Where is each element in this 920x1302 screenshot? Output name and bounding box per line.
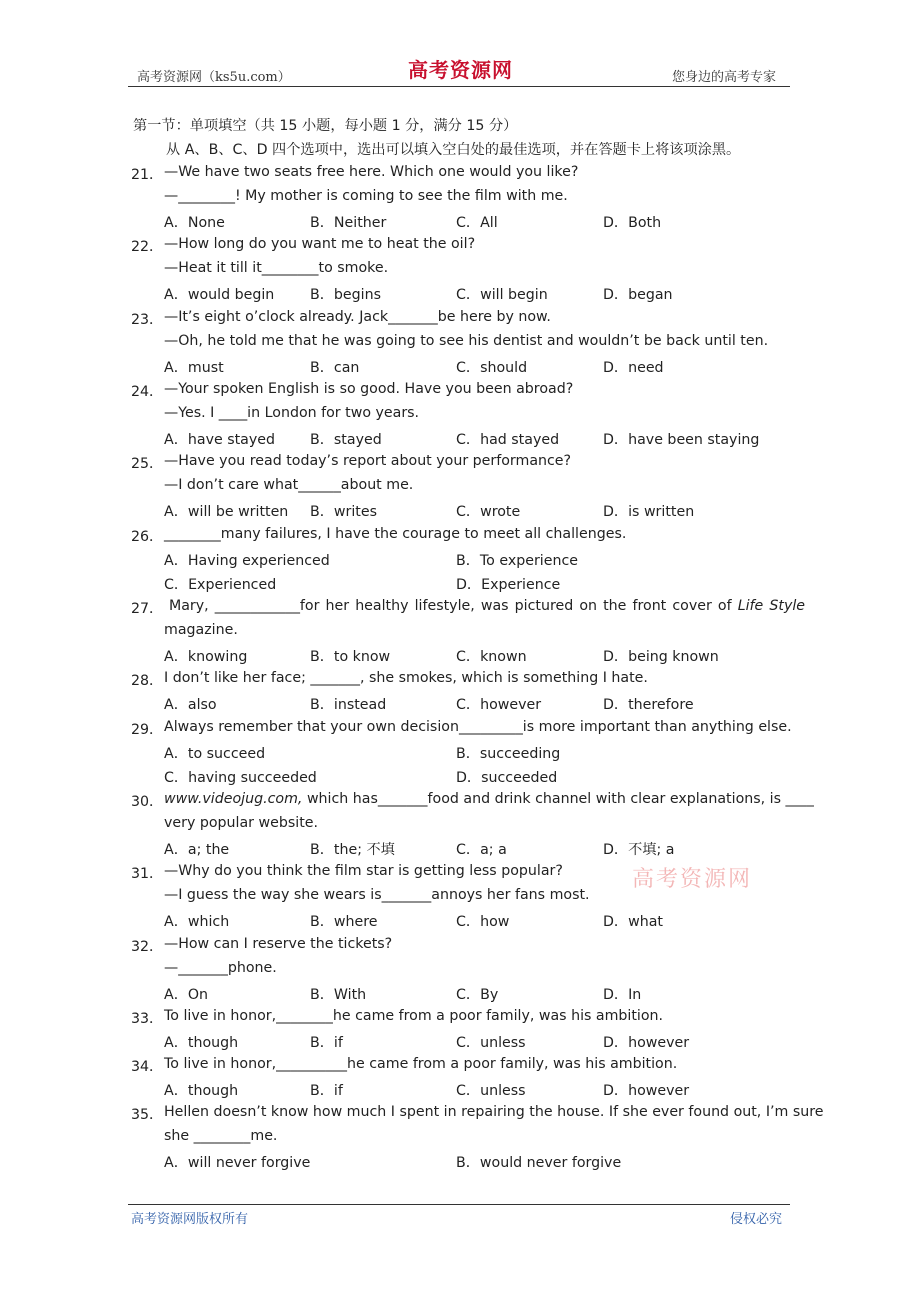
question-line: —________! My mother is coming to see the film with me. bbox=[164, 188, 568, 204]
option-d[interactable]: D．however bbox=[603, 1035, 690, 1051]
option-c[interactable]: C．known bbox=[456, 649, 527, 665]
option-b[interactable]: B．instead bbox=[310, 697, 387, 713]
question-line bbox=[169, 598, 805, 614]
option-d[interactable]: D．what bbox=[603, 914, 663, 930]
header-logo: 高考资源网 bbox=[408, 58, 513, 82]
section-instruction: 从 A、B、C、D 四个选项中，选出可以填入空白处的最佳选项，并在答题卡上将该项涂黑。 bbox=[166, 142, 741, 158]
question-line: ________many failures, I have the courage to meet all challenges. bbox=[164, 526, 627, 542]
option-a[interactable]: A．a; the bbox=[164, 842, 230, 858]
section-title: 第一节：单项填空（共 15 小题，每小题 1 分，满分 15 分） bbox=[133, 118, 518, 134]
option-b[interactable]: B．succeeding bbox=[456, 746, 561, 762]
header-rule bbox=[128, 86, 790, 87]
question-line: I don’t like her face; _______, she smokes, which is something I hate. bbox=[164, 670, 648, 686]
option-b[interactable]: B．stayed bbox=[310, 432, 382, 448]
question-number: 26． bbox=[131, 529, 164, 545]
option-d[interactable]: D．不填; a bbox=[603, 842, 675, 858]
question-number: 25． bbox=[131, 456, 164, 472]
question-line: —Have you read today’s report about your performance? bbox=[164, 453, 572, 469]
question-line-text: Mary, ____________for her healthy lifestyle, was pictured on the front cover of bbox=[169, 598, 732, 614]
option-a[interactable]: A．also bbox=[164, 697, 217, 713]
question-number: 23． bbox=[131, 312, 164, 328]
option-b[interactable]: B．the; 不填 bbox=[310, 842, 395, 858]
option-d[interactable]: D．however bbox=[603, 1083, 690, 1099]
question-number: 34． bbox=[131, 1059, 164, 1075]
header-slogan: 您身边的高考专家 bbox=[672, 70, 777, 85]
question-line: —Heat it till it________to smoke. bbox=[164, 260, 389, 276]
option-b[interactable]: B．if bbox=[310, 1083, 343, 1099]
question-line: —It’s eight o’clock already. Jack_______be here by now. bbox=[164, 309, 551, 325]
option-a[interactable]: A．must bbox=[164, 360, 224, 376]
option-a[interactable]: A．which bbox=[164, 914, 230, 930]
question-line: —How can I reserve the tickets? bbox=[164, 936, 393, 952]
option-a[interactable]: A．though bbox=[164, 1083, 239, 1099]
option-a[interactable]: A．On bbox=[164, 987, 209, 1003]
question-line: To live in honor,________he came from a poor family, was his ambition. bbox=[164, 1008, 664, 1024]
option-b[interactable]: B．if bbox=[310, 1035, 343, 1051]
option-a[interactable]: A．will never forgive bbox=[164, 1155, 311, 1171]
question-line: —How long do you want me to heat the oil? bbox=[164, 236, 476, 252]
option-c[interactable]: C．however bbox=[456, 697, 542, 713]
question-number: 35． bbox=[131, 1107, 164, 1123]
question-line: —Why do you think the film star is getting less popular? bbox=[164, 863, 563, 879]
question-line: —Yes. I ____in London for two years. bbox=[164, 405, 420, 421]
option-d[interactable]: D．In bbox=[603, 987, 642, 1003]
question-line: —Oh, he told me that he was going to see his dentist and wouldn’t be back until ten. bbox=[164, 333, 769, 349]
option-d[interactable]: D．need bbox=[603, 360, 664, 376]
option-c[interactable]: C．By bbox=[456, 987, 499, 1003]
option-a[interactable]: A．Having experienced bbox=[164, 553, 330, 569]
option-a[interactable]: A．have stayed bbox=[164, 432, 275, 448]
question-number: 32． bbox=[131, 939, 164, 955]
question-line-text: which has_______food and drink channel with clear explanations, is ____ bbox=[302, 791, 814, 807]
question-number: 31． bbox=[131, 866, 164, 882]
option-b[interactable]: B．begins bbox=[310, 287, 381, 303]
option-a[interactable]: A．would begin bbox=[164, 287, 275, 303]
question-number: 22． bbox=[131, 239, 164, 255]
option-c[interactable]: C．having succeeded bbox=[164, 770, 317, 786]
option-c[interactable]: C．should bbox=[456, 360, 528, 376]
footer-notice: 侵权必究 bbox=[730, 1212, 783, 1227]
question-line: —We have two seats free here. Which one would you like? bbox=[164, 164, 579, 180]
question-line: magazine. bbox=[164, 622, 238, 638]
question-number: 27． bbox=[131, 601, 164, 617]
option-b[interactable]: B．To experience bbox=[456, 553, 578, 569]
option-d[interactable]: D．have been staying bbox=[603, 432, 760, 448]
website-url: www.videojug.com, bbox=[164, 791, 303, 807]
option-d[interactable]: D．Both bbox=[603, 215, 662, 231]
question-number: 33． bbox=[131, 1011, 164, 1027]
option-b[interactable]: B．With bbox=[310, 987, 367, 1003]
option-c[interactable]: C．will begin bbox=[456, 287, 548, 303]
option-d[interactable]: D．therefore bbox=[603, 697, 694, 713]
magazine-title: Life Style bbox=[737, 598, 806, 614]
option-b[interactable]: B．would never forgive bbox=[456, 1155, 622, 1171]
option-d[interactable]: D．Experience bbox=[456, 577, 561, 593]
question-number: 28． bbox=[131, 673, 164, 689]
option-c[interactable]: C．All bbox=[456, 215, 498, 231]
option-a[interactable]: A．None bbox=[164, 215, 225, 231]
option-d[interactable]: D．began bbox=[603, 287, 673, 303]
option-d[interactable]: D．is written bbox=[603, 504, 695, 520]
option-b[interactable]: B．to know bbox=[310, 649, 391, 665]
question-line: she ________me. bbox=[164, 1128, 278, 1144]
question-number: 24． bbox=[131, 384, 164, 400]
watermark-logo: 高考资源网 bbox=[632, 867, 753, 892]
question-line: Always remember that your own decision_________is more important than anything else. bbox=[164, 719, 792, 735]
option-d[interactable]: D．succeeded bbox=[456, 770, 558, 786]
question-line: —I don’t care what______about me. bbox=[164, 477, 414, 493]
option-a[interactable]: A．will be written bbox=[164, 504, 289, 520]
question-line: —Your spoken English is so good. Have you been abroad? bbox=[164, 381, 574, 397]
question-line: very popular website. bbox=[164, 815, 318, 831]
option-d[interactable]: D．being known bbox=[603, 649, 719, 665]
option-c[interactable]: C．unless bbox=[456, 1035, 526, 1051]
question-number: 21． bbox=[131, 167, 164, 183]
question-number: 29． bbox=[131, 722, 164, 738]
footer-rule bbox=[128, 1204, 790, 1205]
question-line: —_______phone. bbox=[164, 960, 277, 976]
question-line: Hellen doesn’t know how much I spent in repairing the house. If she ever found out, I’m sure bbox=[164, 1104, 824, 1120]
option-a[interactable]: A．to succeed bbox=[164, 746, 266, 762]
option-b[interactable]: B．Neither bbox=[310, 215, 387, 231]
footer-copyright: 高考资源网版权所有 bbox=[131, 1212, 249, 1227]
option-a[interactable]: A．though bbox=[164, 1035, 239, 1051]
option-c[interactable]: C．had stayed bbox=[456, 432, 560, 448]
option-c[interactable]: C．how bbox=[456, 914, 510, 930]
option-c[interactable]: C．unless bbox=[456, 1083, 526, 1099]
question-number: 30． bbox=[131, 794, 164, 810]
option-b[interactable]: B．writes bbox=[310, 504, 377, 520]
option-c[interactable]: C．wrote bbox=[456, 504, 521, 520]
question-line bbox=[164, 791, 814, 807]
header-site-name: 高考资源网（ks5u.com） bbox=[137, 70, 291, 85]
option-b[interactable]: B．can bbox=[310, 360, 360, 376]
option-a[interactable]: A．knowing bbox=[164, 649, 248, 665]
option-c[interactable]: C．Experienced bbox=[164, 577, 277, 593]
question-line: To live in honor,__________he came from a poor family, was his ambition. bbox=[164, 1056, 678, 1072]
option-c[interactable]: C．a; a bbox=[456, 842, 507, 858]
question-line: —I guess the way she wears is_______annoys her fans most. bbox=[164, 887, 590, 903]
option-b[interactable]: B．where bbox=[310, 914, 378, 930]
